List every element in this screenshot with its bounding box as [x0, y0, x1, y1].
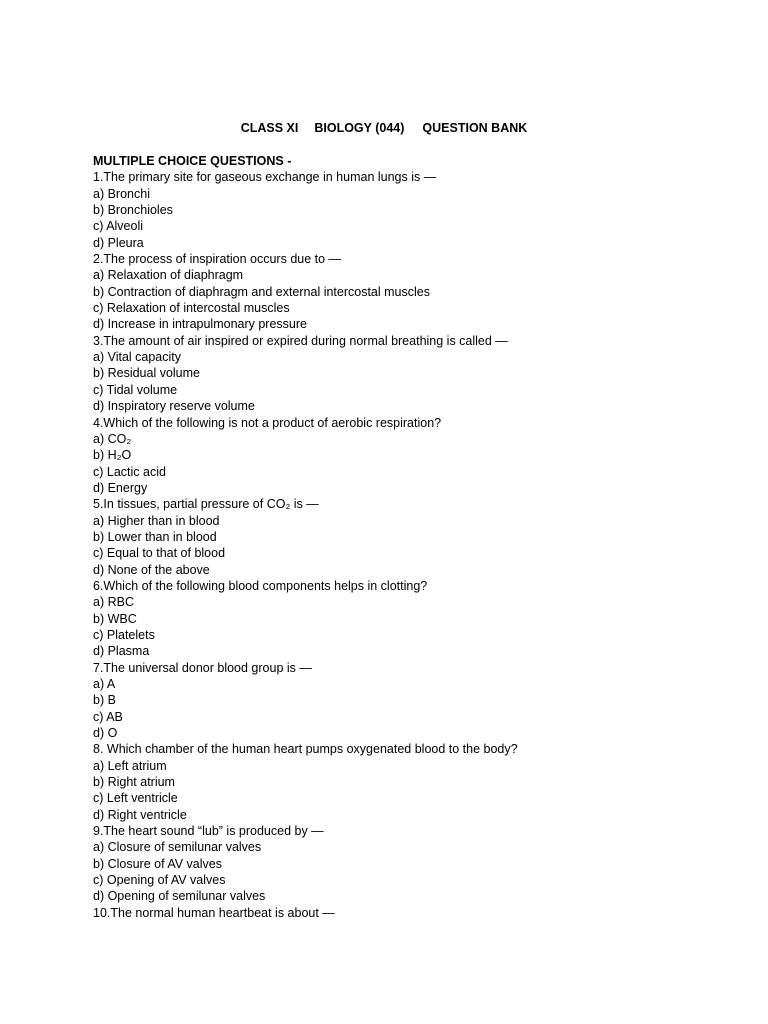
question-10: [93, 905, 733, 921]
question-9: [93, 823, 733, 905]
option-b: b) Bronchioles: [93, 203, 173, 218]
option-c: c) Relaxation of intercostal muscles: [93, 301, 290, 316]
option-a: a) CO₂: [93, 431, 132, 446]
option-c: c) Tidal volume: [93, 382, 178, 397]
option-a: a) Closure of semilunar valves: [93, 840, 262, 855]
option-d: d) Right ventricle: [93, 807, 187, 822]
option-a: a) A: [93, 677, 116, 691]
option-c: c) Alveoli: [93, 219, 144, 234]
document-title: [0, 120, 768, 136]
option-a: a) Vital capacity: [93, 350, 182, 365]
question-7: [93, 660, 733, 742]
option-b: b) Contraction of diaphragm and external intercostal muscles: [93, 284, 430, 299]
option-d: d) Inspiratory reserve volume: [93, 399, 255, 414]
question-2: [93, 251, 733, 333]
option-b: b) Lower than in blood: [93, 529, 217, 544]
question-4: [93, 415, 733, 497]
option-d: d) O: [93, 726, 118, 741]
option-a: a) Higher than in blood: [93, 513, 220, 528]
option-c: c) AB: [93, 709, 123, 724]
question-6: [93, 578, 733, 660]
option-b: b) H₂O: [93, 448, 132, 463]
question-list: [93, 153, 733, 921]
option-c: c) Equal to that of blood: [93, 546, 226, 561]
question-text: 2.The process of inspiration occurs due to —: [93, 252, 342, 267]
question-text: 9.The heart sound “lub” is produced by —: [93, 824, 324, 839]
option-a: a) RBC: [93, 595, 134, 610]
option-a: a) Left atrium: [93, 758, 167, 773]
option-c: c) Platelets: [93, 627, 155, 642]
option-d: d) Energy: [93, 480, 148, 495]
question-text: 10.The normal human heartbeat is about —: [93, 905, 335, 920]
option-d: d) Opening of semilunar valves: [93, 889, 266, 904]
question-text: 6.Which of the following blood components helps in clotting?: [93, 578, 428, 593]
question-text: 8. Which chamber of the human heart pumps oxygenated blood to the body?: [93, 742, 518, 757]
question-text: 1.The primary site for gaseous exchange in human lungs is —: [93, 170, 437, 185]
option-a: a) Bronchi: [93, 186, 150, 201]
question-3: [93, 333, 733, 415]
question-text: 5.In tissues, partial pressure of CO₂ is —: [93, 497, 319, 512]
question-text: 7.The universal donor blood group is —: [93, 660, 312, 675]
question-text: 3.The amount of air inspired or expired during normal breathing is called —: [93, 333, 508, 348]
question-5: [93, 496, 733, 578]
option-b: b) Right atrium: [93, 775, 175, 790]
option-b: b) Residual volume: [93, 366, 200, 381]
option-c: c) Lactic acid: [93, 464, 166, 479]
option-a: a) Relaxation of diaphragm: [93, 268, 244, 283]
option-d: d) Increase in intrapulmonary pressure: [93, 317, 307, 332]
question-bank-label: QUESTION BANK: [422, 121, 528, 135]
option-d: d) None of the above: [93, 562, 210, 577]
option-c: c) Left ventricle: [93, 791, 178, 806]
option-b: b) Closure of AV valves: [93, 856, 222, 871]
option-d: d) Plasma: [93, 644, 150, 659]
question-8: [93, 741, 733, 823]
class-label: CLASS XI: [240, 121, 299, 135]
question-text: 4.Which of the following is not a product of aerobic respiration?: [93, 415, 442, 430]
subject-label: BIOLOGY (044): [314, 121, 405, 135]
section-heading: MULTIPLE CHOICE QUESTIONS -: [93, 154, 292, 168]
option-b: b) B: [93, 693, 116, 708]
option-c: c) Opening of AV valves: [93, 873, 226, 888]
option-d: d) Pleura: [93, 235, 144, 250]
question-1: [93, 169, 733, 251]
option-b: b) WBC: [93, 611, 137, 626]
